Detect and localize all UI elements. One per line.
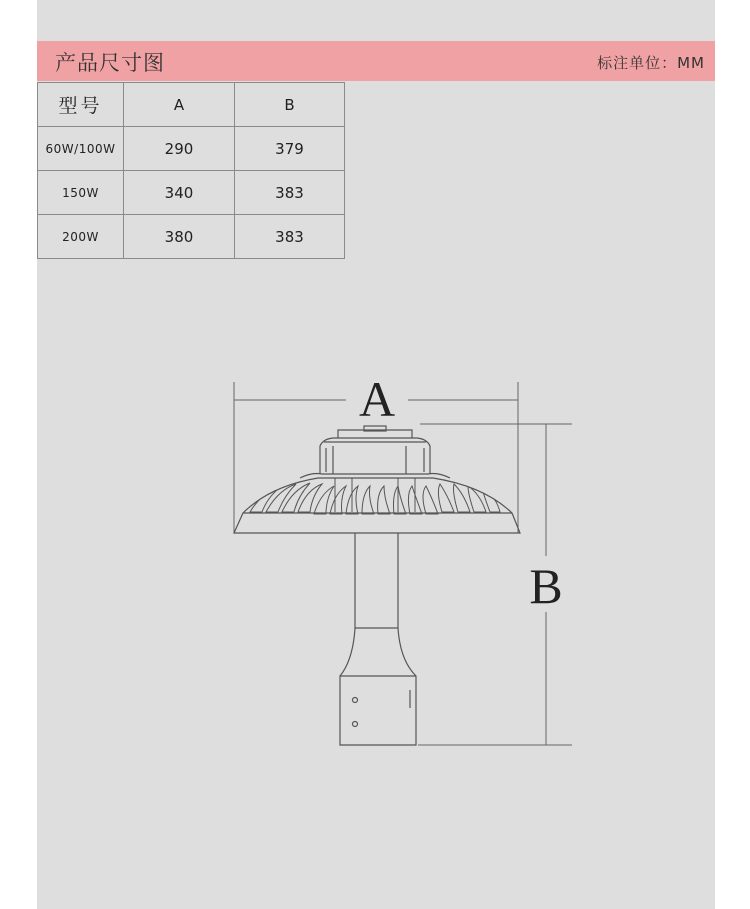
dimension-b-label: B xyxy=(529,558,563,614)
lamp-illustration xyxy=(234,426,520,745)
column-header-a: A xyxy=(124,83,235,127)
page-title: 产品尺寸图 xyxy=(55,51,165,75)
cell-model: 150W xyxy=(38,171,124,215)
unit-label: 标注单位：MM xyxy=(597,54,705,72)
cell-b: 383 xyxy=(235,171,345,215)
cell-model: 200W xyxy=(38,215,124,259)
cell-a: 380 xyxy=(124,215,235,259)
cell-model: 60W/100W xyxy=(38,127,124,171)
cell-a: 340 xyxy=(124,171,235,215)
cell-b: 383 xyxy=(235,215,345,259)
column-header-b: B xyxy=(235,83,345,127)
dimension-a-label: A xyxy=(358,371,396,427)
column-header-model: 型号 xyxy=(38,83,124,127)
cell-b: 379 xyxy=(235,127,345,171)
cell-a: 290 xyxy=(124,127,235,171)
